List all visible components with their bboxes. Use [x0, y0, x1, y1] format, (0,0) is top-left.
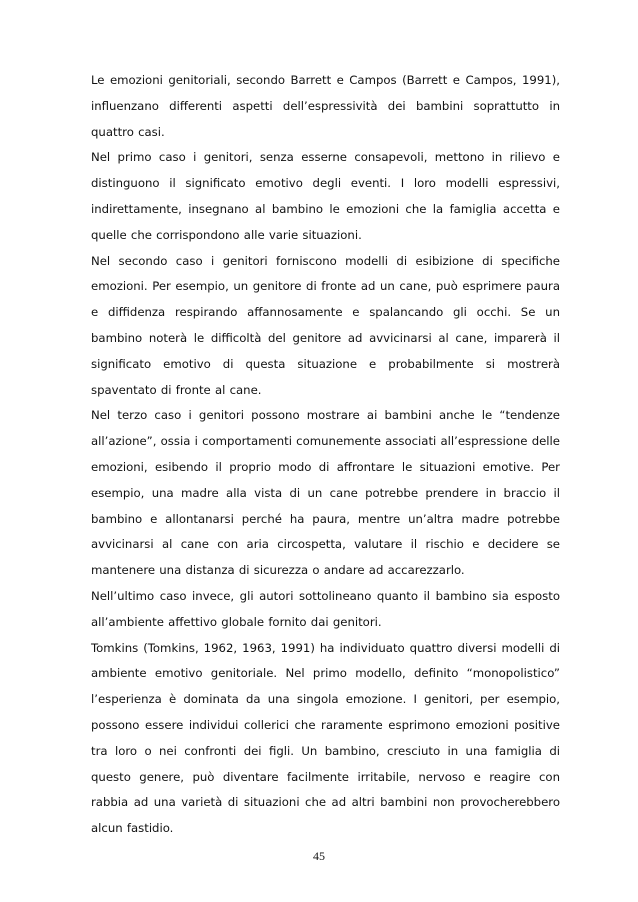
paragraph-1: Le emozioni genitoriali, secondo Barrett e Campos (Barrett e Campos, 1991), influenzano differenti aspetti dell’espressività dei bambini soprattutto in quattro casi.	[91, 73, 560, 139]
body-text	[91, 68, 560, 842]
paragraph-2: Nel primo caso i genitori, senza esserne consapevoli, mettono in rilievo e distinguono il significato emotivo degli eventi. I loro modelli espressivi, indirettamente, insegnano al bambino le emozioni che la famiglia accetta e quelle che corrispondono alle varie situazioni.	[91, 150, 560, 242]
page-number: 45	[313, 849, 325, 863]
paragraph-6: Tomkins (Tomkins, 1962, 1963, 1991) ha individuato quattro diversi modelli di ambiente emotivo genitoriale. Nel primo modello, definito “monopolistico” l’esperienza è dominata da una singola emozione. I genitori, per esempio, possono essere individui collerici che raramente esprimono emozioni positive tra loro o nei confronti dei figli. Un bambino, cresciuto in una famiglia di questo genere, può diventare facilmente irritabile, nervoso e reagire con rabbia ad una varietà di situazioni che ad altri bambini non provocherebbero alcun fastidio.	[91, 640, 560, 836]
paragraph-4: Nel terzo caso i genitori possono mostrare ai bambini anche le “tendenze all’azione”, ossia i comportamenti comunemente associati all’espressione delle emozioni, esibendo il proprio modo di affrontare le situazioni emotive. Per esempio, una madre alla vista di un cane potrebbe prendere in braccio il bambino e allontanarsi perché ha paura, mentre un’altra madre potrebbe avvicinarsi al cane con aria circospetta, valutare il rischio e decidere se mantenere una distanza di sicurezza o andare ad accarezzarlo.	[91, 408, 560, 578]
paragraph-3: Nel secondo caso i genitori forniscono modelli di esibizione di specifiche emozioni. Per esempio, un genitore di fronte ad un cane, può esprimere paura e diffidenza respirando affannosamente e spalancando gli occhi. Se un bambino noterà le difficoltà del genitore ad avvicinarsi al cane, imparerà il significato emotivo di questa situazione e probabilmente si mostrerà spaventato di fronte al cane.	[91, 253, 560, 397]
paragraph-5: Nell’ultimo caso invece, gli autori sottolineano quanto il bambino sia esposto all’ambiente affettivo globale fornito dai genitori.	[91, 588, 560, 629]
